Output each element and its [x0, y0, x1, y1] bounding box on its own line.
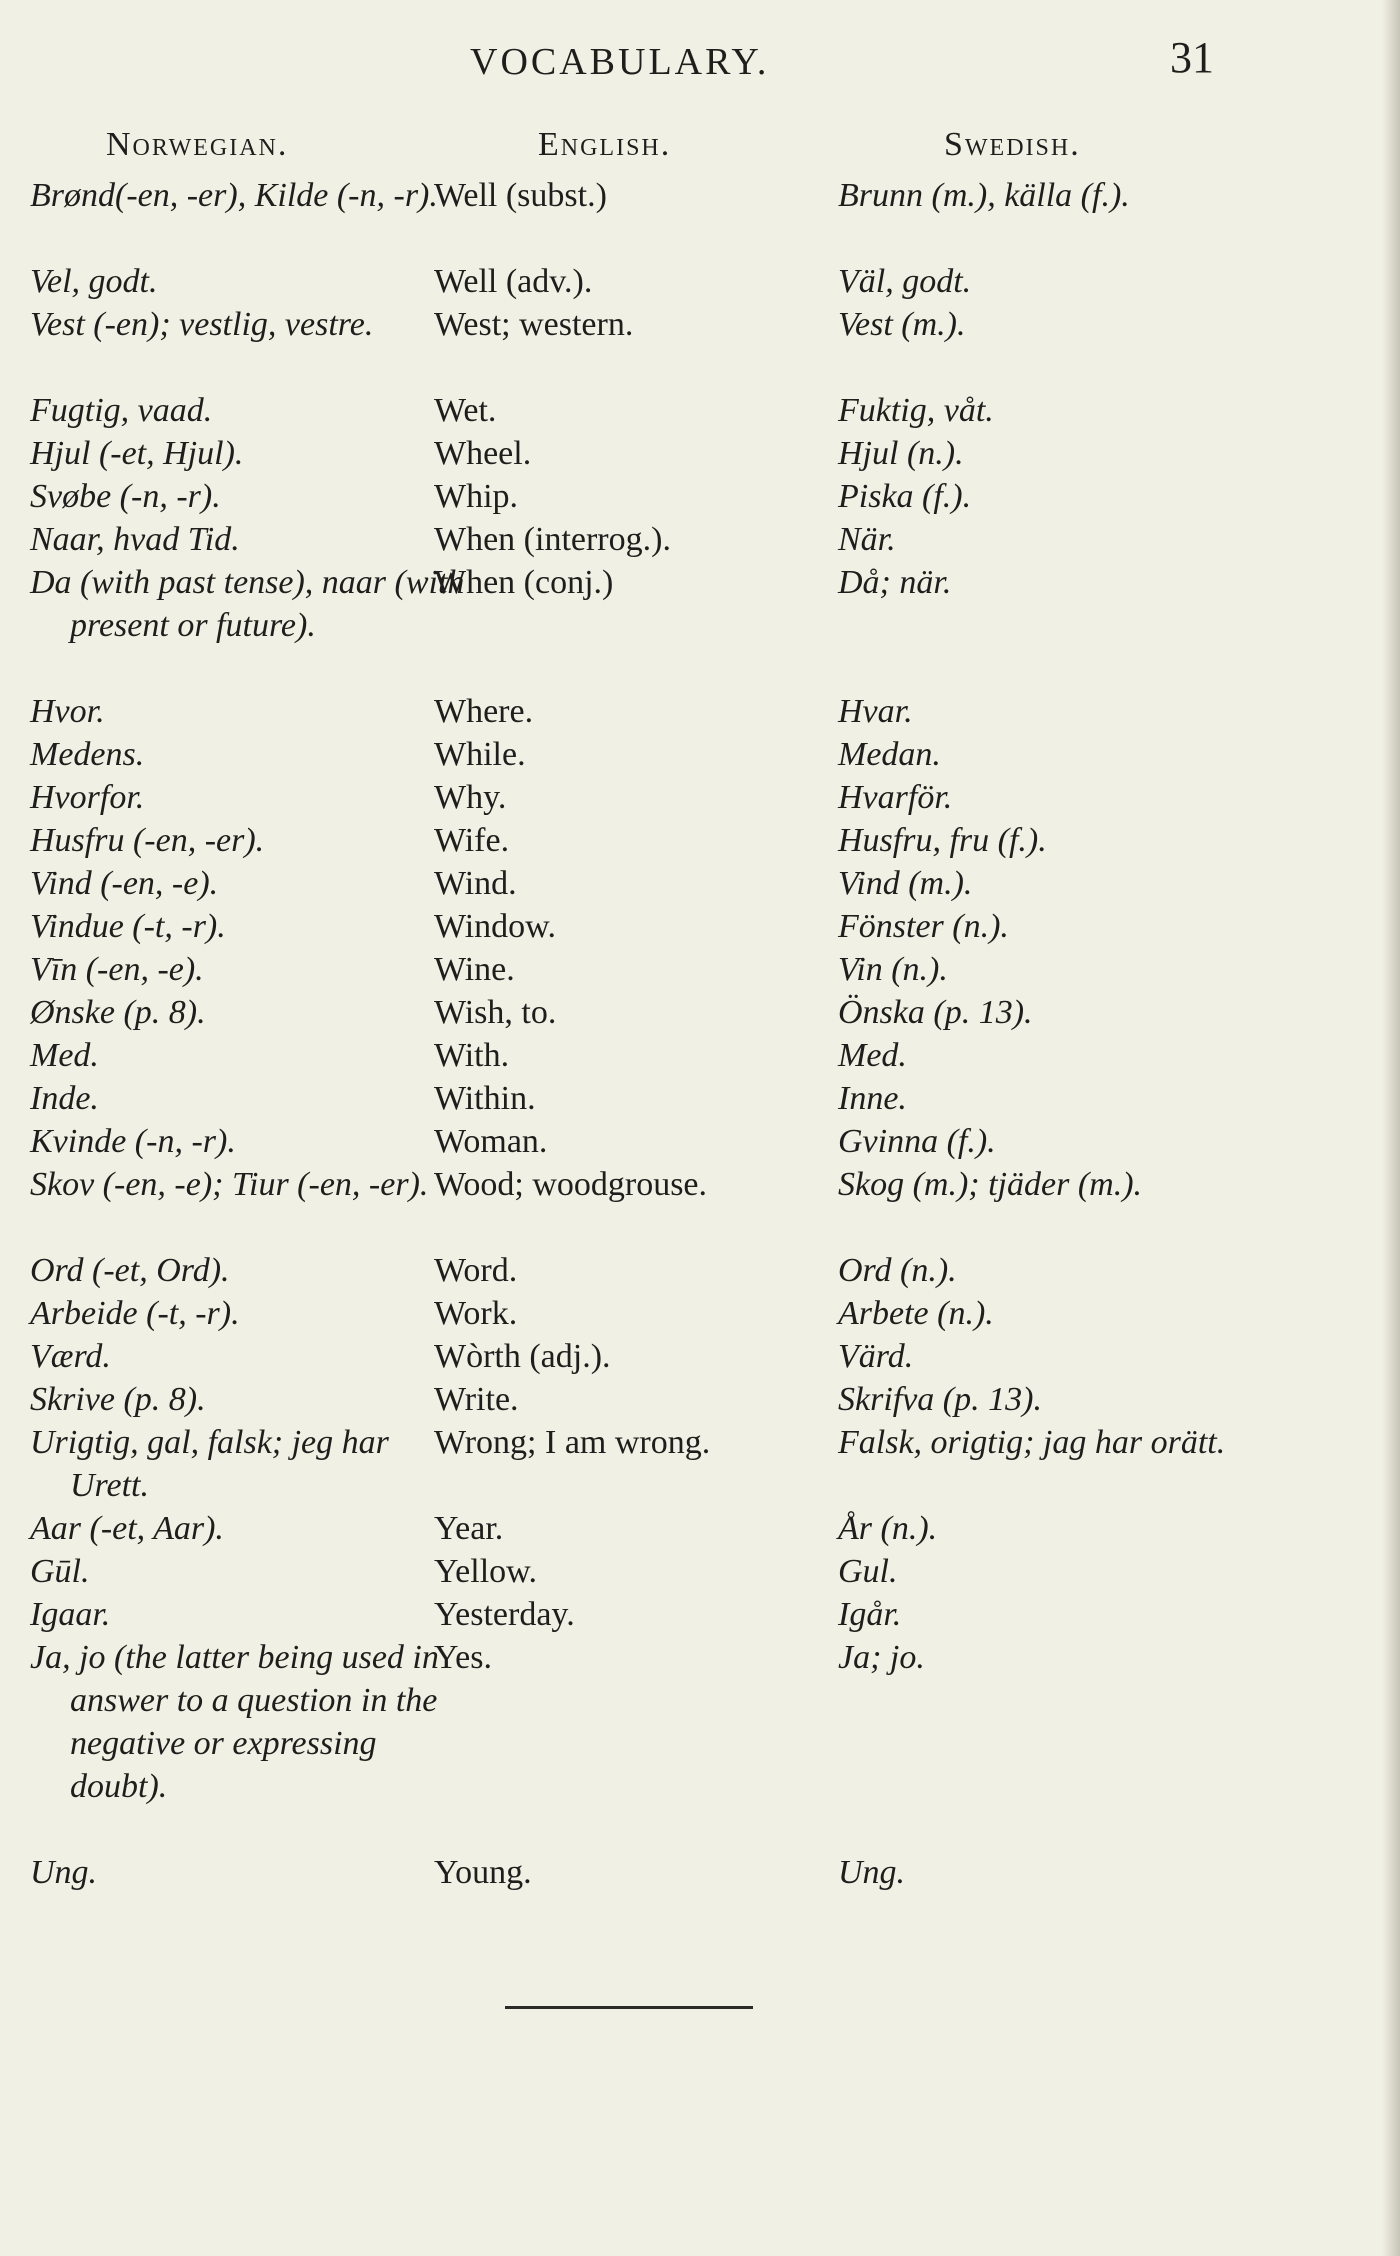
swedish-term: Igår. — [838, 1596, 902, 1633]
norwegian-term: Urigtig, gal, falsk; jeg har Urett. — [30, 1424, 389, 1504]
english-term: Year. — [434, 1510, 504, 1547]
page-title: VOCABULARY. — [470, 41, 770, 83]
norwegian-term: Skov (-en, -e); Tiur (-en, -er). — [30, 1166, 429, 1203]
swedish-term: Väl, godt. — [838, 263, 972, 300]
vocab-entry — [0, 1163, 1400, 1249]
english-term: When (interrog.). — [434, 521, 671, 558]
vocab-entry — [0, 905, 1400, 948]
english-term: Well (subst.) — [434, 177, 607, 214]
english-term: Wheel. — [434, 435, 532, 472]
vocab-entry — [0, 819, 1400, 862]
vocab-entry — [0, 1249, 1400, 1292]
english-term: Yes. — [434, 1639, 492, 1676]
norwegian-term: Hvor. — [30, 693, 105, 730]
swedish-term: Medan. — [838, 736, 941, 773]
english-term: Word. — [434, 1252, 518, 1289]
swedish-term: Skog (m.); tjäder (m.). — [838, 1166, 1143, 1203]
english-term: Wind. — [434, 865, 517, 902]
norwegian-term: Aar (-et, Aar). — [30, 1510, 224, 1547]
swedish-term: Fönster (n.). — [838, 908, 1009, 945]
vocab-entry — [0, 1120, 1400, 1163]
english-term: Young. — [434, 1854, 532, 1891]
swedish-term: Gul. — [838, 1553, 898, 1590]
english-term: Where. — [434, 693, 534, 730]
english-term: Wood; woodgrouse. — [434, 1166, 708, 1203]
vocab-entry — [0, 948, 1400, 991]
norwegian-term: Vind (-en, -e). — [30, 865, 219, 902]
vocab-entry — [0, 776, 1400, 819]
swedish-term: Gvinna (f.). — [838, 1123, 996, 1160]
swedish-term: År (n.). — [838, 1510, 938, 1547]
vocab-entry — [0, 991, 1400, 1034]
end-rule — [505, 2006, 753, 2009]
swedish-term: Skrifva (p. 13). — [838, 1381, 1042, 1418]
vocab-entry — [0, 1851, 1400, 1894]
norwegian-term: Brønd(-en, -er), Kilde (-n, -r). — [30, 177, 438, 214]
english-term: Why. — [434, 779, 507, 816]
english-term: Whip. — [434, 478, 519, 515]
norwegian-term: Da (with past tense), naar (with present or future). — [30, 564, 465, 644]
vocab-entry — [0, 303, 1400, 389]
running-head — [0, 32, 1400, 92]
vocab-entry — [0, 733, 1400, 776]
swedish-term: Brunn (m.), källa (f.). — [838, 177, 1130, 214]
swedish-term: Piska (f.). — [838, 478, 972, 515]
norwegian-term: Naar, hvad Tid. — [30, 521, 240, 558]
vocab-entry — [0, 561, 1400, 690]
vocab-entry — [0, 518, 1400, 561]
norwegian-term: Igaar. — [30, 1596, 111, 1633]
vocab-entry — [0, 260, 1400, 303]
vocab-entry — [0, 862, 1400, 905]
column-header-norwegian: Norwegian. — [106, 126, 289, 163]
swedish-term: Vin (n.). — [838, 951, 948, 988]
english-term: Woman. — [434, 1123, 548, 1160]
norwegian-term: Vīn (-en, -e). — [30, 951, 204, 988]
norwegian-term: Med. — [30, 1037, 99, 1074]
swedish-term: Med. — [838, 1037, 907, 1074]
english-term: Wish, to. — [434, 994, 557, 1031]
vocab-entry — [0, 1077, 1400, 1120]
english-term: Wine. — [434, 951, 515, 988]
norwegian-term: Husfru (-en, -er). — [30, 822, 265, 859]
english-term: With. — [434, 1037, 510, 1074]
swedish-term: Ord (n.). — [838, 1252, 957, 1289]
norwegian-term: Vindue (-t, -r). — [30, 908, 226, 945]
english-term: While. — [434, 736, 526, 773]
swedish-term: Falsk, origtig; jag har orätt. — [838, 1424, 1226, 1461]
english-term: West; western. — [434, 306, 634, 343]
english-term: Within. — [434, 1080, 536, 1117]
norwegian-term: Fugtig, vaad. — [30, 392, 213, 429]
norwegian-term: Ja, jo (the latter being used in answer to a question in the negative or expressing doubt). — [30, 1639, 439, 1805]
swedish-term: Hvarför. — [838, 779, 953, 816]
vocab-entry — [0, 432, 1400, 475]
swedish-term: När. — [838, 521, 896, 558]
column-headers — [0, 126, 1400, 166]
vocab-entry — [0, 475, 1400, 518]
page-edge-shadow — [1382, 0, 1400, 2256]
column-header-english: English. — [538, 126, 672, 163]
swedish-term: Husfru, fru (f.). — [838, 822, 1047, 859]
vocab-entry — [0, 1593, 1400, 1636]
norwegian-term: Hjul (-et, Hjul). — [30, 435, 244, 472]
vocab-entry — [0, 1292, 1400, 1335]
norwegian-term: Ord (-et, Ord). — [30, 1252, 230, 1289]
norwegian-term: Vel, godt. — [30, 263, 158, 300]
norwegian-term: Kvinde (-n, -r). — [30, 1123, 236, 1160]
norwegian-term: Ønske (p. 8). — [30, 994, 206, 1031]
norwegian-term: Inde. — [30, 1080, 99, 1117]
swedish-term: Ung. — [838, 1854, 906, 1891]
vocab-entry — [0, 1421, 1400, 1507]
english-term: Wife. — [434, 822, 510, 859]
page-number: 31 — [1170, 33, 1214, 82]
swedish-term: Ja; jo. — [838, 1639, 925, 1676]
swedish-term: Då; när. — [838, 564, 952, 601]
english-term: Window. — [434, 908, 557, 945]
swedish-term: Vind (m.). — [838, 865, 973, 902]
column-header-swedish: Swedish. — [944, 126, 1081, 163]
vocab-entry — [0, 690, 1400, 733]
english-term: Work. — [434, 1295, 518, 1332]
english-term: When (conj.) — [434, 564, 614, 601]
english-term: Wrong; I am wrong. — [434, 1424, 711, 1461]
vocab-entry — [0, 1636, 1400, 1851]
english-term: Write. — [434, 1381, 519, 1418]
swedish-term: Inne. — [838, 1080, 907, 1117]
vocab-entry — [0, 1034, 1400, 1077]
vocabulary-list — [0, 174, 1400, 1894]
vocab-entry — [0, 389, 1400, 432]
english-term: Yellow. — [434, 1553, 537, 1590]
norwegian-term: Gūl. — [30, 1553, 90, 1590]
english-term: Yesterday. — [434, 1596, 575, 1633]
vocab-entry — [0, 1507, 1400, 1550]
norwegian-term: Skrive (p. 8). — [30, 1381, 206, 1418]
norwegian-term: Værd. — [30, 1338, 111, 1375]
swedish-term: Önska (p. 13). — [838, 994, 1033, 1031]
norwegian-term: Ung. — [30, 1854, 98, 1891]
vocab-entry — [0, 1550, 1400, 1593]
english-term: Wet. — [434, 392, 497, 429]
english-term: Well (adv.). — [434, 263, 593, 300]
norwegian-term: Hvorfor. — [30, 779, 145, 816]
norwegian-term: Svøbe (-n, -r). — [30, 478, 221, 515]
swedish-term: Hvar. — [838, 693, 913, 730]
vocab-entry — [0, 1378, 1400, 1421]
swedish-term: Vest (m.). — [838, 306, 966, 343]
norwegian-term: Arbeide (-t, -r). — [30, 1295, 240, 1332]
vocab-entry — [0, 1335, 1400, 1378]
swedish-term: Hjul (n.). — [838, 435, 964, 472]
swedish-term: Värd. — [838, 1338, 914, 1375]
english-term: Wòrth (adj.). — [434, 1338, 611, 1375]
norwegian-term: Vest (-en); vestlig, vestre. — [30, 306, 374, 343]
swedish-term: Arbete (n.). — [838, 1295, 994, 1332]
norwegian-term: Medens. — [30, 736, 145, 773]
vocab-entry — [0, 174, 1400, 260]
swedish-term: Fuktig, våt. — [838, 392, 994, 429]
